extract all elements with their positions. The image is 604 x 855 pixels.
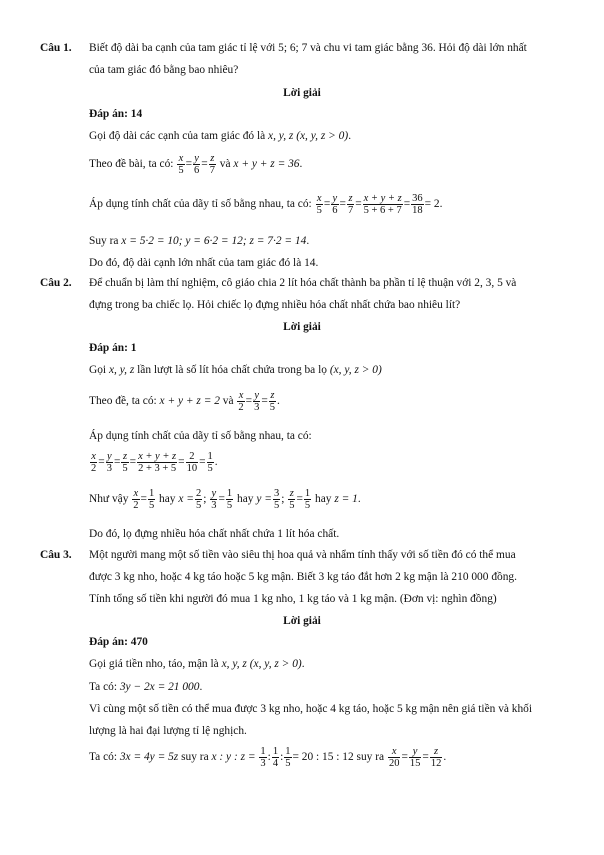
q2-step-4: $\frac{x}{2}$ = $\frac{y}{3}$ = $\frac{z}{5}$ = $\frac{x + y + z}{2 + 3 + 5}$ = $\frac{2}{10}$ = $\frac{1}{5}$ . bbox=[91, 451, 218, 475]
q1-step-2: Theo đề bài, ta có: $\frac{x}{5}$ = $\frac{y}{6}$ = $\frac{z}{7}$ và x + y + z = 36. bbox=[89, 153, 303, 177]
solution-heading-2: Lời giải bbox=[283, 321, 321, 333]
question-2-line-1: Để chuẩn bị làm thí nghiệm, cô giáo chia 2 lít hóa chất thành ba phần tỉ lệ thuận với 2, 3, 5 và bbox=[89, 277, 517, 289]
q1-step-3: Áp dụng tính chất của dãy tỉ số bằng nhau, ta có: $\frac{x}{5}$ = $\frac{y}{6}$ = $\frac{z}{7}$ = $\frac{x + y + z}{5 + 6 + 7}$ = $\frac{36}{18}$ = 2. bbox=[89, 193, 443, 217]
q3-step-3-line-2: lượng là hai đại lượng tỉ lệ nghịch. bbox=[89, 725, 247, 737]
q2-step-1: Gọi x, y, z lần lượt là số lít hóa chất chứa trong ba lọ (x, y, z > 0) bbox=[89, 364, 382, 376]
question-3-line-1: Một người mang một số tiền vào siêu thị hoa quả và nhẩm tính thấy với số tiền đó có thể mua bbox=[89, 549, 516, 561]
q3-step-4: Ta có: 3x = 4y = 5z suy ra x : y : z = $\frac{1}{3}$ : $\frac{1}{4}$ : $\frac{1}{5}$ = 20 : 15 : 12 suy ra $\frac{x}{20}$ = $\frac{y}{15}$ = $\frac{z}{12}$ . bbox=[89, 746, 447, 770]
question-3-line-3: Tính tổng số tiền khi người đó mua 1 kg nho, 1 kg táo và 1 kg mận. (Đơn vị: nghìn đồng) bbox=[89, 593, 497, 605]
question-2-line-2: đựng trong ba chiếc lọ. Hỏi chiếc lọ đựng nhiều hóa chất nhất chứa bao nhiêu lít? bbox=[89, 299, 461, 311]
answer-2: Đáp án: 1 bbox=[89, 342, 137, 354]
solution-heading-1: Lời giải bbox=[283, 87, 321, 99]
q3-step-3-line-1: Vì cùng một số tiền có thể mua được 3 kg nho, hoặc 4 kg táo, hoặc 5 kg mận nên giá tiền và khối bbox=[89, 703, 533, 715]
q1-conclusion: Do đó, độ dài cạnh lớn nhất của tam giác đó là 14. bbox=[89, 257, 319, 269]
q2-conclusion: Do đó, lọ đựng nhiều hóa chất nhất chứa 1 lít hóa chất. bbox=[89, 528, 340, 540]
question-1-line-2: của tam giác đó bằng bao nhiêu? bbox=[89, 64, 239, 76]
question-2-label: Câu 2. bbox=[40, 277, 72, 289]
answer-1: Đáp án: 14 bbox=[89, 108, 143, 120]
q3-step-1: Gọi giá tiền nho, táo, mận là x, y, z (x, y, z > 0). bbox=[89, 658, 305, 670]
q1-step-1: Gọi độ dài các cạnh của tam giác đó là x, y, z (x, y, z > 0). bbox=[89, 130, 352, 142]
solution-heading-3: Lời giải bbox=[283, 615, 321, 627]
question-3-label: Câu 3. bbox=[40, 549, 72, 561]
question-1-label: Câu 1. bbox=[40, 42, 72, 54]
question-3-line-2: được 3 kg nho, hoặc 4 kg táo hoặc 5 kg mận. Biết 3 kg táo đắt hơn 2 kg mận là 210 000 đồng. bbox=[89, 571, 517, 583]
question-1-line-1: Biết độ dài ba cạnh của tam giác tỉ lệ với 5; 6; 7 và chu vi tam giác bằng 36. Hỏi độ dài lớn nhất bbox=[89, 42, 527, 54]
answer-3: Đáp án: 470 bbox=[89, 636, 148, 648]
q2-step-3: Áp dụng tính chất của dãy tỉ số bằng nhau, ta có: bbox=[89, 430, 312, 442]
q1-step-4: Suy ra x = 5·2 = 10; y = 6·2 = 12; z = 7·2 = 14. bbox=[89, 235, 310, 247]
q2-step-2: Theo đề, ta có: x + y + z = 2 và $\frac{x}{2}$ = $\frac{y}{3}$ = $\frac{z}{5}$ . bbox=[89, 390, 280, 414]
q2-step-5: Như vậy $\frac{x}{2}$ = $\frac{1}{5}$ hay x = $\frac{2}{5}$ ; $\frac{y}{3}$ = $\frac{1}{5}$ hay y = $\frac{3}{5}$ ; $\frac{z}{5}$ = $\frac{1}{5}$ hay z = 1. bbox=[89, 488, 361, 512]
q3-step-2: Ta có: 3y − 2x = 21 000. bbox=[89, 681, 203, 693]
